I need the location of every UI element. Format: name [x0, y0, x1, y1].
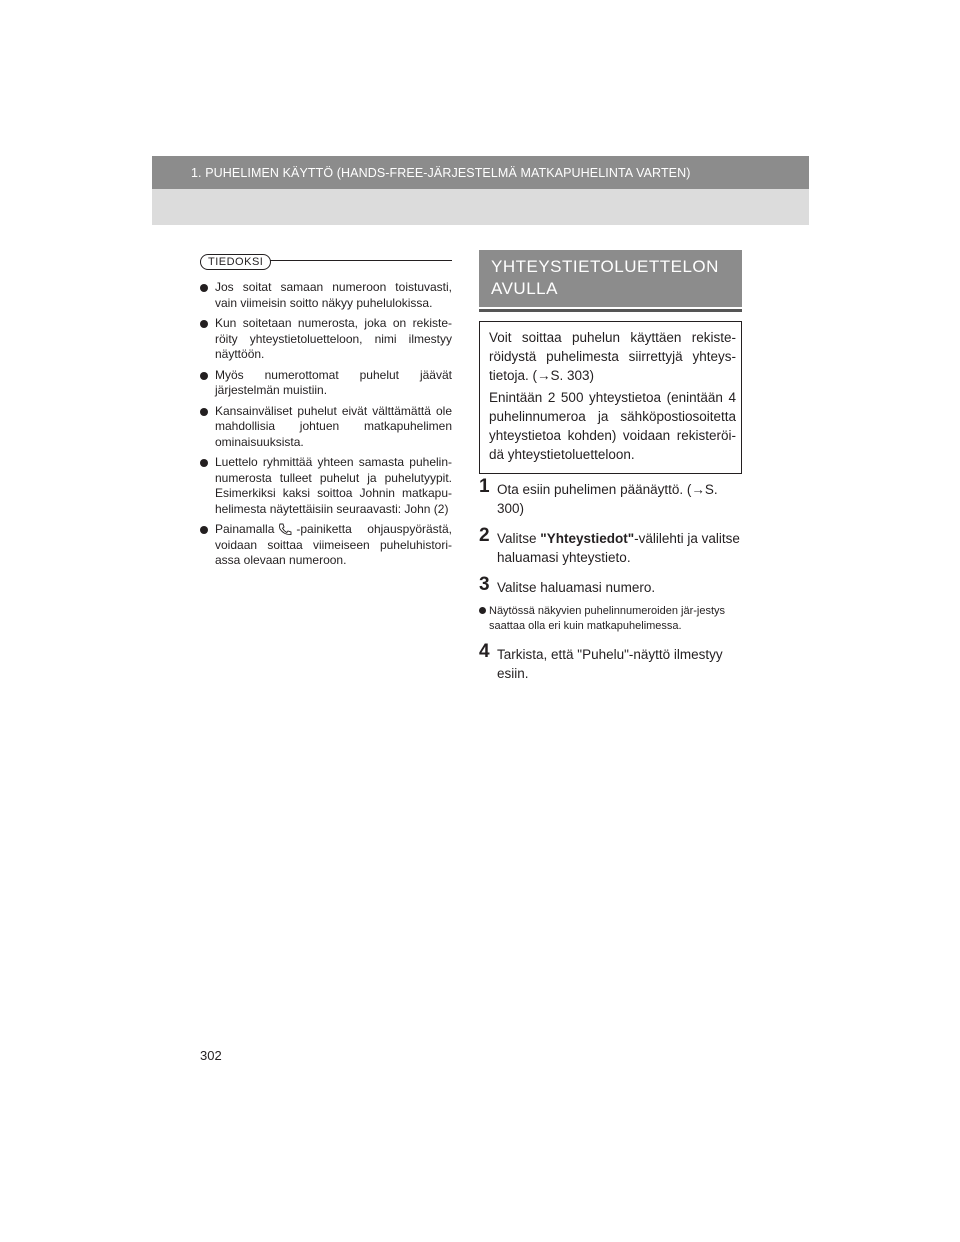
note-item: Luettelo ryhmittää yhteen samasta puhelin-numerosta tulleet puhelut ja puhelutyypit. Esimerkiksi kaksi soittoa Johnin matkapu-helimesta näytettäisiin seuraavasti: John (2) — [200, 455, 452, 517]
bullet-icon — [200, 372, 208, 380]
intro-paragraph: Voit soittaa puhelun käyttäen rekiste-röidystä puhelimesta siirrettyjä yhteys-tietoja. (→S. 303) — [489, 330, 736, 383]
step-list — [479, 476, 742, 683]
note-item: Jos soitat samaan numeroon toistuvasti, vain viimeisin soitto näkyy puhelulokissa. — [200, 280, 452, 311]
intro-paragraph: Enintään 2 500 yhteystietoa (enintään 4 puhelinnumeroa ja sähköpostiosoitetta yhteystietoa kohden) voidaan rekisteröi-dä yhteystietoluetteloon. — [489, 390, 736, 462]
note-item: Painamalla -painiketta ohjauspyörästä, voidaan soittaa viimeiseen puheluhistori-assa olevaan numeroon. — [200, 522, 452, 569]
bullet-icon — [200, 459, 208, 467]
bullet-icon — [479, 607, 486, 614]
note-item: Kun soitetaan numerosta, joka on rekiste-röity yhteystietoluetteloon, nimi ilmestyy näyttöön. — [200, 316, 452, 363]
bullet-icon — [200, 320, 208, 328]
intro-box — [479, 321, 742, 474]
note-divider — [260, 260, 452, 261]
bullet-icon — [200, 526, 208, 534]
step-item: 4 Tarkista, että "Puhelu"-näyttö ilmestyy esiin. — [479, 641, 723, 681]
section-heading: YHTEYSTIETOLUETTELON AVULLA — [479, 250, 742, 307]
step-item: 2 Valitse "Yhteystiedot"-välilehti ja valitse haluamasi yhteystieto. — [479, 525, 740, 565]
note-column — [200, 252, 452, 574]
note-item: Myös numerottomat puhelut jäävät järjestelmän muistiin. — [200, 368, 452, 399]
note-item: Kansainväliset puhelut eivät välttämättä ole mahdollisia johtuen matkapuhelimen ominaisuuksista. — [200, 404, 452, 451]
contacts-section — [479, 250, 742, 694]
page-header — [152, 156, 809, 225]
bullet-icon — [200, 284, 208, 292]
bullet-icon — [200, 408, 208, 416]
note-tag: TIEDOKSI — [200, 254, 271, 270]
section-heading-bar — [479, 309, 742, 312]
page-number: 302 — [200, 1048, 222, 1063]
note-list — [200, 280, 452, 569]
header-title: 1. PUHELIMEN KÄYTTÖ (HANDS-FREE-JÄRJESTELMÄ MATKAPUHELINTA VARTEN) — [191, 166, 691, 180]
step-note: Näytössä näkyvien puhelinnumeroiden jär-jestys saattaa olla eri kuin matkapuhelimessa. — [479, 604, 742, 634]
header-band — [152, 156, 809, 189]
phone-icon — [278, 523, 292, 535]
step-item: 1 Ota esiin puhelimen päänäyttö. (→S. 300) — [479, 476, 718, 516]
step-item: 3 Valitse haluamasi numero. — [479, 574, 656, 595]
